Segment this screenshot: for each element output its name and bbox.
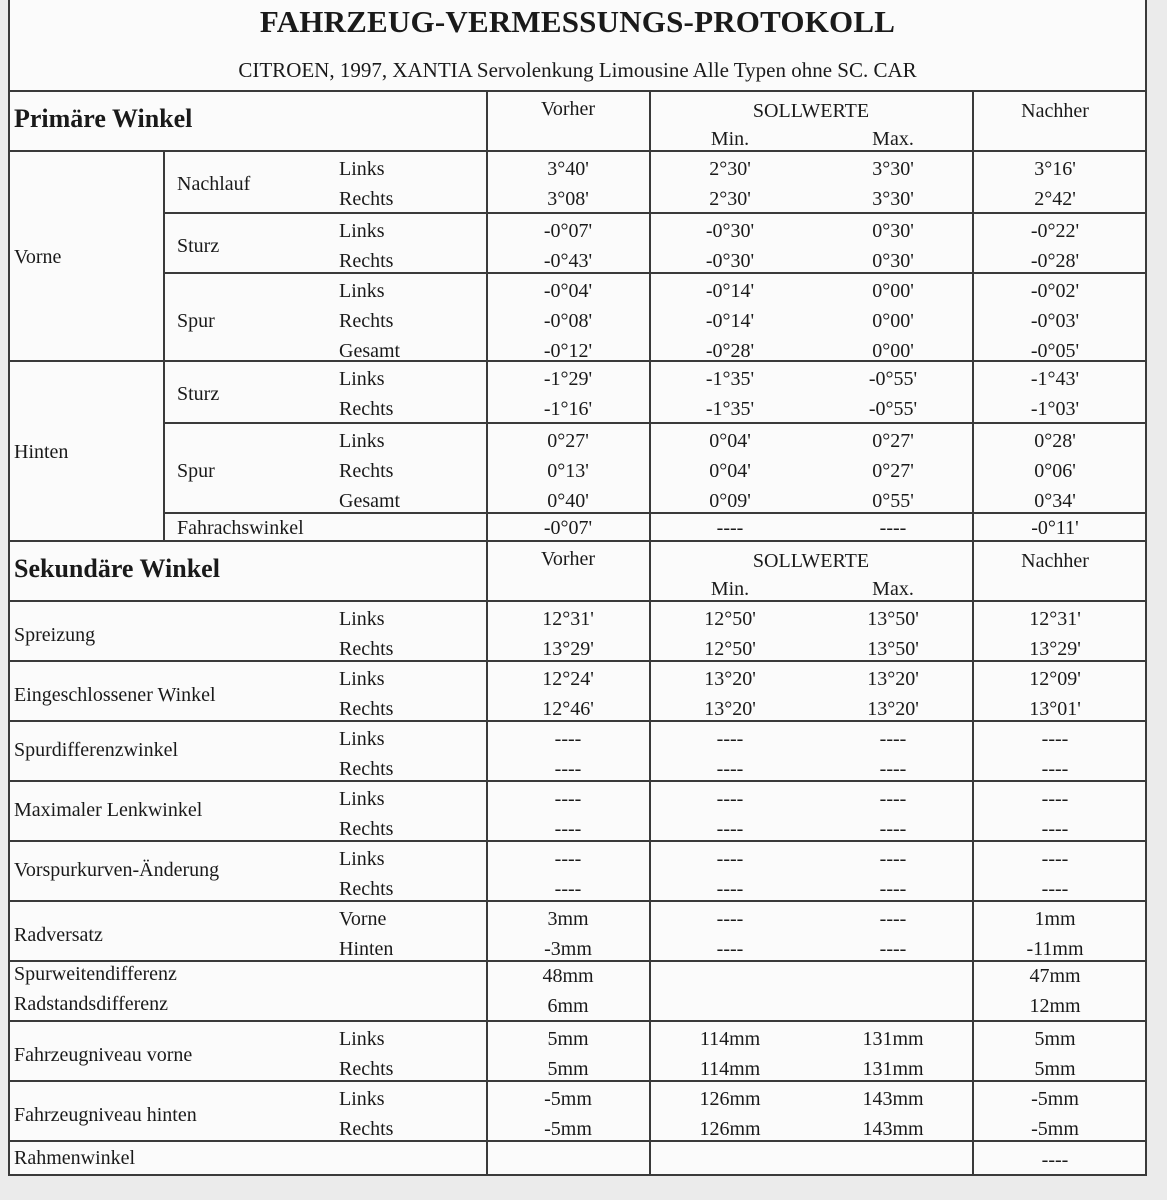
col-header-before: Vorher (540, 548, 596, 570)
column-rule (486, 92, 488, 152)
column-rule (649, 1142, 651, 1176)
column-rule (972, 602, 974, 662)
value-after: ---- (1041, 1149, 1069, 1171)
value-before: -3mm (544, 938, 592, 960)
value-before: -1°29' (543, 368, 593, 390)
secondary-header (8, 540, 1147, 602)
value-after: 12°09' (1029, 668, 1081, 690)
column-rule (649, 1022, 651, 1082)
value-after: -11mm (1026, 938, 1084, 960)
value-min: 0°04' (709, 430, 751, 452)
row-label: Radversatz (14, 924, 103, 946)
value-min: 12°50' (704, 608, 756, 630)
value-after: -1°03' (1030, 398, 1080, 420)
value-max: -0°55' (868, 398, 918, 420)
value-max: ---- (879, 878, 907, 900)
spur-rear-block (163, 422, 1147, 514)
side-label: Rechts (339, 460, 394, 482)
value-after: 0°28' (1034, 430, 1076, 452)
rahmenwinkel-row (8, 1140, 1147, 1176)
col-header-target: SOLLWERTE (752, 100, 870, 122)
column-rule (486, 1142, 488, 1176)
value-max: 131mm (862, 1028, 924, 1050)
side-label: Links (339, 728, 385, 750)
value-before: 5mm (547, 1058, 589, 1080)
value-before: 13°29' (542, 638, 594, 660)
column-rule (486, 602, 488, 662)
value-after: -0°28' (1030, 250, 1080, 272)
value-max: ---- (879, 908, 907, 930)
page-title: FAHRZEUG-VERMESSUNGS-PROTOKOLL (259, 4, 896, 39)
value-min: -0°28' (705, 340, 755, 362)
value-max: 3°30' (872, 188, 914, 210)
value-max: 131mm (862, 1058, 924, 1080)
section-heading: Sekundäre Winkel (14, 554, 220, 583)
column-rule (649, 902, 651, 962)
value-after: ---- (1041, 788, 1069, 810)
col-header-after: Nachher (1021, 550, 1089, 572)
value-min: -0°30' (705, 220, 755, 242)
side-label: Rechts (339, 878, 394, 900)
value-before: -0°04' (543, 280, 593, 302)
value-after: -5mm (1031, 1118, 1079, 1140)
value-after: 13°29' (1029, 638, 1081, 660)
col-header-after: Nachher (1021, 100, 1089, 122)
value-after: -5mm (1031, 1088, 1079, 1110)
column-rule (649, 1082, 651, 1142)
col-header-max: Max. (872, 128, 914, 150)
value-max: 0°00' (872, 310, 914, 332)
value-before: -0°07' (543, 220, 593, 242)
value-before: 12°46' (542, 698, 594, 720)
value-max: 0°30' (872, 250, 914, 272)
column-rule (649, 602, 651, 662)
secondary-group-5 (8, 840, 1147, 902)
column-rule (486, 1082, 488, 1142)
secondary-group-2 (8, 660, 1147, 722)
side-label: Rechts (339, 698, 394, 720)
value-max: -0°55' (868, 368, 918, 390)
value-before: ---- (554, 878, 582, 900)
value-max: ---- (879, 517, 907, 539)
column-rule (486, 722, 488, 782)
row-label: Fahrzeugniveau hinten (14, 1104, 197, 1126)
row-label: Radstandsdifferenz (14, 993, 169, 1015)
value-min: 0°04' (709, 460, 751, 482)
side-label: Rechts (339, 310, 394, 332)
secondary-group-3 (8, 720, 1147, 782)
value-after: -1°43' (1030, 368, 1080, 390)
value-after: 13°01' (1029, 698, 1081, 720)
measurement-table (8, 90, 1147, 1174)
value-before: 12°31' (542, 608, 594, 630)
value-before: -1°16' (543, 398, 593, 420)
value-min: 2°30' (709, 188, 751, 210)
value-after: 1mm (1034, 908, 1076, 930)
value-min: ---- (716, 517, 744, 539)
value-min: ---- (716, 938, 744, 960)
side-label: Vorne (339, 908, 387, 930)
value-min: -0°14' (705, 280, 755, 302)
value-max: ---- (879, 938, 907, 960)
column-rule (972, 542, 974, 602)
row-label: Fahrachswinkel (177, 517, 304, 539)
side-label: Rechts (339, 1118, 394, 1140)
value-after: 0°06' (1034, 460, 1076, 482)
value-max: ---- (879, 848, 907, 870)
value-after: 0°34' (1034, 490, 1076, 512)
value-min: 13°20' (704, 668, 756, 690)
nachlauf-block (163, 152, 1147, 212)
secondary-group-6 (8, 900, 1147, 962)
column-rule (972, 902, 974, 962)
section-heading: Primäre Winkel (14, 104, 193, 133)
niveau-rear-block (8, 1080, 1147, 1142)
value-min: -0°30' (705, 250, 755, 272)
side-label: Rechts (339, 758, 394, 780)
value-after: 12°31' (1029, 608, 1081, 630)
row-label: Rahmenwinkel (14, 1147, 136, 1169)
side-label: Rechts (339, 638, 394, 660)
column-rule (486, 842, 488, 902)
side-label: Links (339, 848, 385, 870)
value-before: -0°43' (543, 250, 593, 272)
column-rule (972, 662, 974, 722)
col-header-min: Min. (710, 578, 750, 600)
value-max: ---- (879, 758, 907, 780)
axle-label-rear: Hinten (14, 441, 69, 463)
value-before: 0°27' (547, 430, 589, 452)
column-rule (649, 962, 651, 1022)
value-before: ---- (554, 848, 582, 870)
value-before: ---- (554, 818, 582, 840)
value-after: -0°03' (1030, 310, 1080, 332)
value-max: 0°55' (872, 490, 914, 512)
side-label: Links (339, 788, 385, 810)
side-label: Links (339, 430, 385, 452)
row-label: Eingeschlossener Winkel (14, 684, 216, 706)
value-after: 5mm (1034, 1058, 1076, 1080)
value-before: 0°40' (547, 490, 589, 512)
value-before: 3°08' (547, 188, 589, 210)
row-label: Maximaler Lenkwinkel (14, 799, 203, 821)
side-label: Links (339, 368, 385, 390)
value-min: ---- (716, 728, 744, 750)
col-header-target: SOLLWERTE (752, 550, 870, 572)
sturz-front-block (163, 212, 1147, 274)
side-label: Links (339, 280, 385, 302)
value-max: 0°27' (872, 430, 914, 452)
value-before: ---- (554, 788, 582, 810)
column-rule (649, 842, 651, 902)
column-rule (649, 542, 651, 602)
primary-header (8, 90, 1147, 152)
value-max: 13°20' (867, 668, 919, 690)
side-label: Hinten (339, 938, 394, 960)
column-rule (972, 842, 974, 902)
value-min: 126mm (699, 1118, 761, 1140)
value-after: -0°11' (1031, 517, 1079, 539)
side-label: Links (339, 158, 385, 180)
vehicle-subtitle: CITROEN, 1997, XANTIA Servolenkung Limousine Alle Typen ohne SC. CAR (238, 58, 917, 82)
value-max: 143mm (862, 1088, 924, 1110)
niveau-front-block (8, 1020, 1147, 1082)
side-label: Links (339, 1088, 385, 1110)
side-label: Links (339, 668, 385, 690)
value-min: -1°35' (705, 398, 755, 420)
value-after: -0°02' (1030, 280, 1080, 302)
value-min: ---- (716, 848, 744, 870)
col-header-max: Max. (872, 578, 914, 600)
side-label: Rechts (339, 818, 394, 840)
column-rule (486, 782, 488, 842)
value-min: -0°14' (705, 310, 755, 332)
value-after: 5mm (1034, 1028, 1076, 1050)
column-rule (972, 722, 974, 782)
value-min: 0°09' (709, 490, 751, 512)
value-after: 47mm (1029, 965, 1081, 987)
value-before: -5mm (544, 1118, 592, 1140)
value-after: ---- (1041, 878, 1069, 900)
row-label: Spreizung (14, 624, 96, 646)
value-max: 13°50' (867, 638, 919, 660)
value-after: -0°05' (1030, 340, 1080, 362)
value-min: 12°50' (704, 638, 756, 660)
value-max: 0°00' (872, 280, 914, 302)
value-before: 6mm (547, 995, 589, 1017)
column-rule (649, 92, 651, 152)
col-header-min: Min. (710, 128, 750, 150)
column-rule (649, 782, 651, 842)
value-max: 0°00' (872, 340, 914, 362)
side-label: Gesamt (339, 490, 401, 512)
column-rule (486, 902, 488, 962)
value-max: ---- (879, 788, 907, 810)
value-min: 114mm (699, 1028, 761, 1050)
column-rule (486, 962, 488, 1022)
value-min: 13°20' (704, 698, 756, 720)
row-label: Sturz (177, 383, 220, 405)
column-rule (486, 662, 488, 722)
value-min: ---- (716, 818, 744, 840)
secondary-group-1 (8, 600, 1147, 662)
column-rule (649, 662, 651, 722)
value-after: 12mm (1029, 995, 1081, 1017)
value-before: -5mm (544, 1088, 592, 1110)
value-after: ---- (1041, 848, 1069, 870)
value-min: ---- (716, 878, 744, 900)
row-label: Vorspurkurven-Änderung (14, 859, 220, 881)
side-label: Rechts (339, 250, 394, 272)
side-label: Links (339, 220, 385, 242)
side-label: Gesamt (339, 340, 401, 362)
value-max: 13°20' (867, 698, 919, 720)
column-rule (972, 782, 974, 842)
secondary-group-4 (8, 780, 1147, 842)
side-label: Links (339, 608, 385, 630)
axle-label-front: Vorne (14, 246, 62, 268)
side-label: Rechts (339, 398, 394, 420)
column-rule (972, 1082, 974, 1142)
side-label: Rechts (339, 188, 394, 210)
column-rule (972, 962, 974, 1022)
value-max: 13°50' (867, 608, 919, 630)
side-label: Rechts (339, 1058, 394, 1080)
value-before: 12°24' (542, 668, 594, 690)
rear-axle (8, 360, 1147, 542)
value-min: 126mm (699, 1088, 761, 1110)
front-axle (8, 150, 1147, 362)
value-before: 3°40' (547, 158, 589, 180)
difference-rows (8, 960, 1147, 1022)
row-label: Fahrzeugniveau vorne (14, 1044, 193, 1066)
value-before: ---- (554, 728, 582, 750)
row-label: Spurdifferenzwinkel (14, 739, 179, 761)
sturz-rear-block (163, 362, 1147, 422)
column-rule (972, 92, 974, 152)
value-after: 2°42' (1034, 188, 1076, 210)
column-rule (972, 1142, 974, 1176)
row-label: Spurweitendifferenz (14, 963, 177, 985)
column-rule (486, 542, 488, 602)
spur-front-block (163, 272, 1147, 364)
value-min: ---- (716, 788, 744, 810)
value-min: ---- (716, 908, 744, 930)
column-rule (649, 722, 651, 782)
row-label: Spur (177, 310, 215, 332)
value-after: 3°16' (1034, 158, 1076, 180)
value-before: 3mm (547, 908, 589, 930)
column-rule (972, 1022, 974, 1082)
row-label: Sturz (177, 235, 220, 257)
col-header-before: Vorher (540, 98, 596, 120)
value-before: 5mm (547, 1028, 589, 1050)
value-before: -0°12' (543, 340, 593, 362)
value-before: ---- (554, 758, 582, 780)
value-max: ---- (879, 818, 907, 840)
value-after: ---- (1041, 758, 1069, 780)
value-before: -0°08' (543, 310, 593, 332)
side-label: Links (339, 1028, 385, 1050)
value-max: 0°30' (872, 220, 914, 242)
value-before: 0°13' (547, 460, 589, 482)
value-before: 48mm (542, 965, 594, 987)
value-after: -0°22' (1030, 220, 1080, 242)
value-after: ---- (1041, 818, 1069, 840)
value-before: -0°07' (543, 517, 593, 539)
value-min: 2°30' (709, 158, 751, 180)
row-label: Nachlauf (177, 173, 251, 195)
value-after: ---- (1041, 728, 1069, 750)
value-min: 114mm (699, 1058, 761, 1080)
value-max: ---- (879, 728, 907, 750)
value-max: 143mm (862, 1118, 924, 1140)
value-min: -1°35' (705, 368, 755, 390)
value-min: ---- (716, 758, 744, 780)
value-max: 3°30' (872, 158, 914, 180)
column-rule (486, 1022, 488, 1082)
value-max: 0°27' (872, 460, 914, 482)
row-label: Spur (177, 460, 215, 482)
